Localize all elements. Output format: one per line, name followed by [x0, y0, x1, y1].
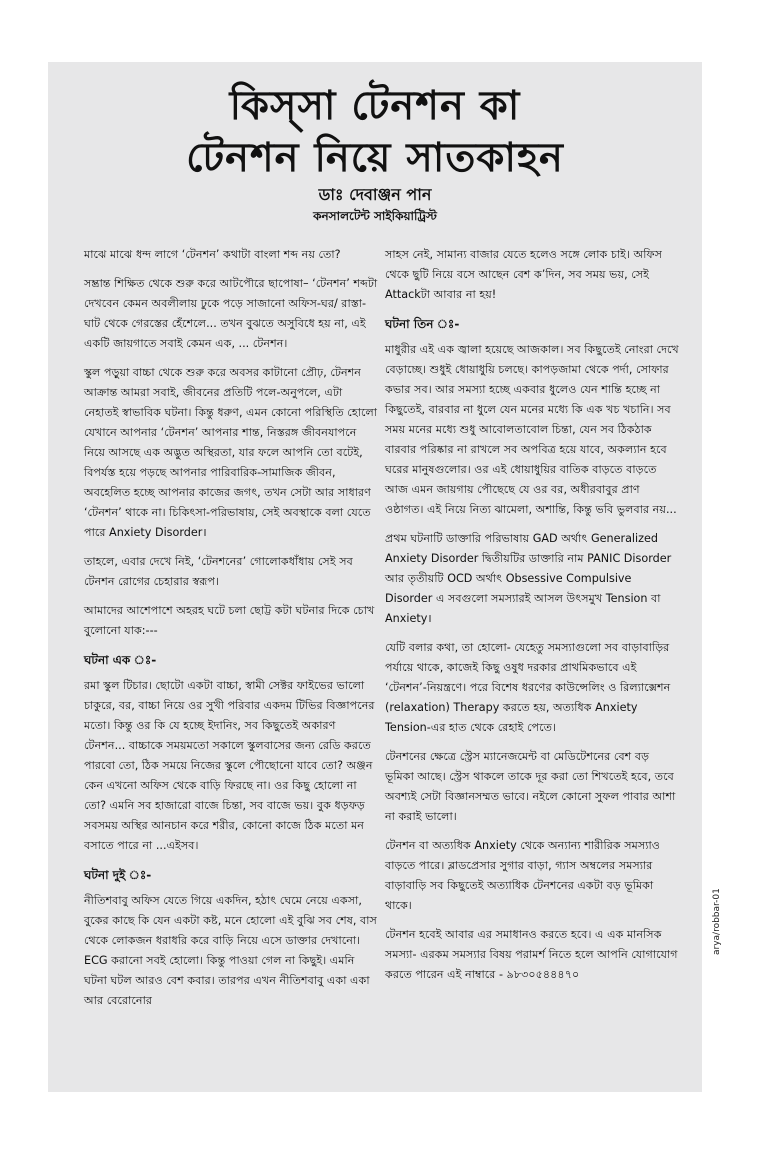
article-panel	[48, 62, 702, 1092]
paragraph: সম্ভ্রান্ত শিক্ষিত থেকে শুরু করে আটপৌরে ছাপোষা– ‘টেনশন’ শব্দটা দেখবেন কেমন অবলীলায় ঢুকে পড়ে সাজানো অফিস-ঘর/ রাস্তা-ঘাট থেকে গেরস্তের হেঁশেলে... তখন বুঝতে অসুবিধে হয় না, এই একটি জায়গাতে সবাই কেমন এক, ... টেনশন।	[84, 277, 378, 350]
title-line-2: টেনশন নিয়ে সাতকাহন	[186, 135, 564, 181]
paragraph: প্রথম ঘটনাটি ডাক্তারি পরিভাষায় GAD অর্থাৎ Generalized Anxiety Disorder দ্বিতীয়টির ডাক্তারি নাম PANIC Disorder আর তৃতীয়টি OCD অর্থাৎ Obsessive Compulsive Disorder এ সবগুলো সমস্যারই আসল উৎসমুখ Tension বা Anxiety।	[385, 532, 672, 625]
right-column	[385, 245, 680, 994]
section-heading: ঘটনা দুই ঃ-	[84, 868, 152, 882]
paragraph: টেনশন বা অত্যধিক Anxiety থেকে অন্যান্য শারীরিক সমস্যাও বাড়তে পারে। ব্লাডপ্রেসার সুগার বাড়া, গ্যাস অম্বলের সমস্যার বাড়াবাড়ি সব কিছুতেই অত্যাধিক টেনশনের একটা বড় ভূমিকা থাকে।	[385, 839, 660, 912]
article-title	[48, 80, 702, 184]
title-line-1: কিস্‌সা টেনশন কা	[229, 83, 521, 129]
author-name: ডাঃ দেবাঞ্জন পান	[318, 185, 432, 204]
paragraph: টেনশনের ক্ষেত্রে স্ট্রেস ম্যানেজমেন্ট বা মেডিটেশনের বেশ বড় ভূমিকা আছে। স্ট্রেস থাকলে তাকে দূর করা তো শিখতেই হবে, তবে অবশ্যই সেটা বিজ্ঞানসম্মত ভাবে। নইলে কোনো সুফল পাবার আশা না করাই ভালো।	[385, 750, 676, 823]
author-designation: কনসালটেন্ট সাইকিয়াট্রিস্ট	[313, 209, 437, 223]
paragraph: সাহস নেই, সামান্য বাজার যেতে হলেও সঙ্গে লোক চাই। অফিস থেকে ছুটি নিয়ে বসে আছেন বেশ ক’দিন, সব সময় ভয়, সেই Attackটা আবার না হয়!	[385, 248, 663, 301]
section-heading: ঘটনা এক ঃ-	[84, 653, 157, 667]
paragraph: আমাদের আশেপাশে অহরহ ঘটে চলা ছোট্ট কটা ঘটনার দিকে চোখ বুলোনো যাক:---	[84, 604, 375, 637]
paragraph: তাহলে, এবার দেখে নিই, ‘টেনশনের’ গোলোকধাঁধায় সেই সব টেনশন রোগের চেহারার স্বরূপ।	[84, 555, 353, 588]
paragraph: টেনশন হবেই আবার এর সমাধানও করতে হবে। এ এক মানসিক সমস্যা- এরকম সমস্যার বিষয় পরামর্শ নিতে হলে আপনি যোগাযোগ করতে পারেন এই নাম্বারে - ৯৮৩০৫৪৪৪৭০	[385, 928, 678, 981]
paragraph: মাঝে মাঝে ধন্দ লাগে ‘টেনশন’ কথাটা বাংলা শব্দ নয় তো?	[84, 248, 341, 261]
left-column	[84, 245, 379, 1020]
section-heading: ঘটনা তিন ঃ-	[385, 317, 460, 331]
paragraph: নীতিশবাবু অফিস যেতে গিয়ে একদিন, হঠাৎ ঘেমে নেয়ে একসা, বুকের কাছে কি যেন একটা কষ্ট, মনে হোলো এই বুঝি সব শেষ, বাস থেকে লোকজন ধরাধরি করে বাড়ি নিয়ে এসে ডাক্তার দেখানো। ECG করানো সবই হোলো। কিন্তু পাওয়া গেল না কিছুই। এমনি ঘটনা ঘটল আরও বেশ কবার। তারপর এখন নীতিশবাবু একা একা আর বেরোনোর	[84, 894, 377, 1007]
side-slug: arya/robbar-01	[712, 888, 722, 955]
paragraph: স্কুল পড়ুয়া বাচ্চা থেকে শুরু করে অবসর কাটানো প্রৌঢ়, টেনশন আক্রান্ত আমরা সবাই, জীবনের প্রতিটি পলে-অনুপলে, এটা নেহাতই স্বাভাবিক ঘটনা। কিন্তু ধরুণ, এমন কোনো পরিস্থিতি হোলো যেখানে আপনার ‘টেনশন’ আপনার শান্ত, নিস্তরঙ্গ জীবনযাপনে নিয়ে আসছে এক অদ্ভুত অস্থিরতা, যার ফলে আপনি তো বটেই, বিপর্যস্ত হয়ে পড়ছে আপনার পারিবারিক-সামাজিক জীবন, অবহেলিত হচ্ছে আপনার কাজের জগৎ, তখন সেটা আর সাধারণ ‘টেনশন’ থাকে না। চিকিৎসা-পরিভাষায়, সেই অবস্থাকে বলা যেতে পারে Anxiety Disorder।	[84, 366, 378, 539]
paragraph: মাধুরীর এই এক জ্বালা হয়েছে আজকাল। সব কিছুতেই নোংরা দেখে বেড়াচ্ছে। শুধুই ধোয়াধুয়ি চলছে। কাপড়জামা থেকে পর্দা, সোফার কভার সব। আর সমস্যা হচ্ছে একবার ধুলেও যেন শান্তি হচ্ছে না কিছুতেই, বারবার না ধুলে যেন মনের মধ্যে কি এক খচ খচানি। সব সময় মনের মধ্যে শুধু আবোলতাবোল চিন্তা, যেন সব ঠিকঠাক বারবার পরিষ্কার না রাখলে সব অপবিত্র হয়ে যাবে, অকল্যান হবে ঘরের মানুষগুলোর। ওর এই ধোয়াধুয়ির বাতিক বাড়তে বাড়তে আজ এমন জায়গায় পৌছেছে যে ওর বর, অধীরবাবুর প্রাণ ওষ্ঠাগত। এই নিয়ে নিত্য ঝামেলা, অশান্তি, কিন্তু ভবি ভুলবার নয়...	[385, 343, 679, 516]
paragraph: যেটি বলার কথা, তা হোলো- যেহেতু সমস্যাগুলো সব বাড়াবাড়ির পর্যায়ে থাকে, কাজেই কিছু ওষুধ দরকার প্রাথমিকভাবে এই ‘টেনশন’-নিয়ন্ত্রণে। পরে বিশেষ ধরণের কাউন্সেলিং ও রিল্যাক্সেশন (relaxation) Therapy করতে হয়, অত্যধিক Anxiety Tension-এর হাত থেকে রেহাই পেতে।	[385, 641, 671, 734]
paragraph: রমা স্কুল টিচার। ছোটো একটা বাচ্চা, স্বামী সেক্টর ফাইভের ভালো চাকুরে, বর, বাচ্চা নিয়ে ওর সুখী পরিবার একদম টিভির বিজ্ঞাপনের মতো। কিন্তু ওর কি যে হচ্ছে ইদানিং, সব কিছুতেই অকারণ টেনশন... বাচ্চাকে সময়মতো সকালে স্কুলবাসের জন্য রেডি করতে পারবো তো, ঠিক সময়ে নিজের স্কুলে পৌছোনো যাবে তো? অঞ্জন কেন এখনো অফিস থেকে বাড়ি ফিরছে না। ওর কিছু হোলো না তো? এমনি সব হাজারো বাজে চিন্তা, সব বাজে ভয়। বুক ধড়ফড় সবসময় অস্থির আনচান করে শরীর, কোনো কাজে ঠিক মতো মন বসাতে পারে না ...এইসব।	[84, 679, 375, 852]
